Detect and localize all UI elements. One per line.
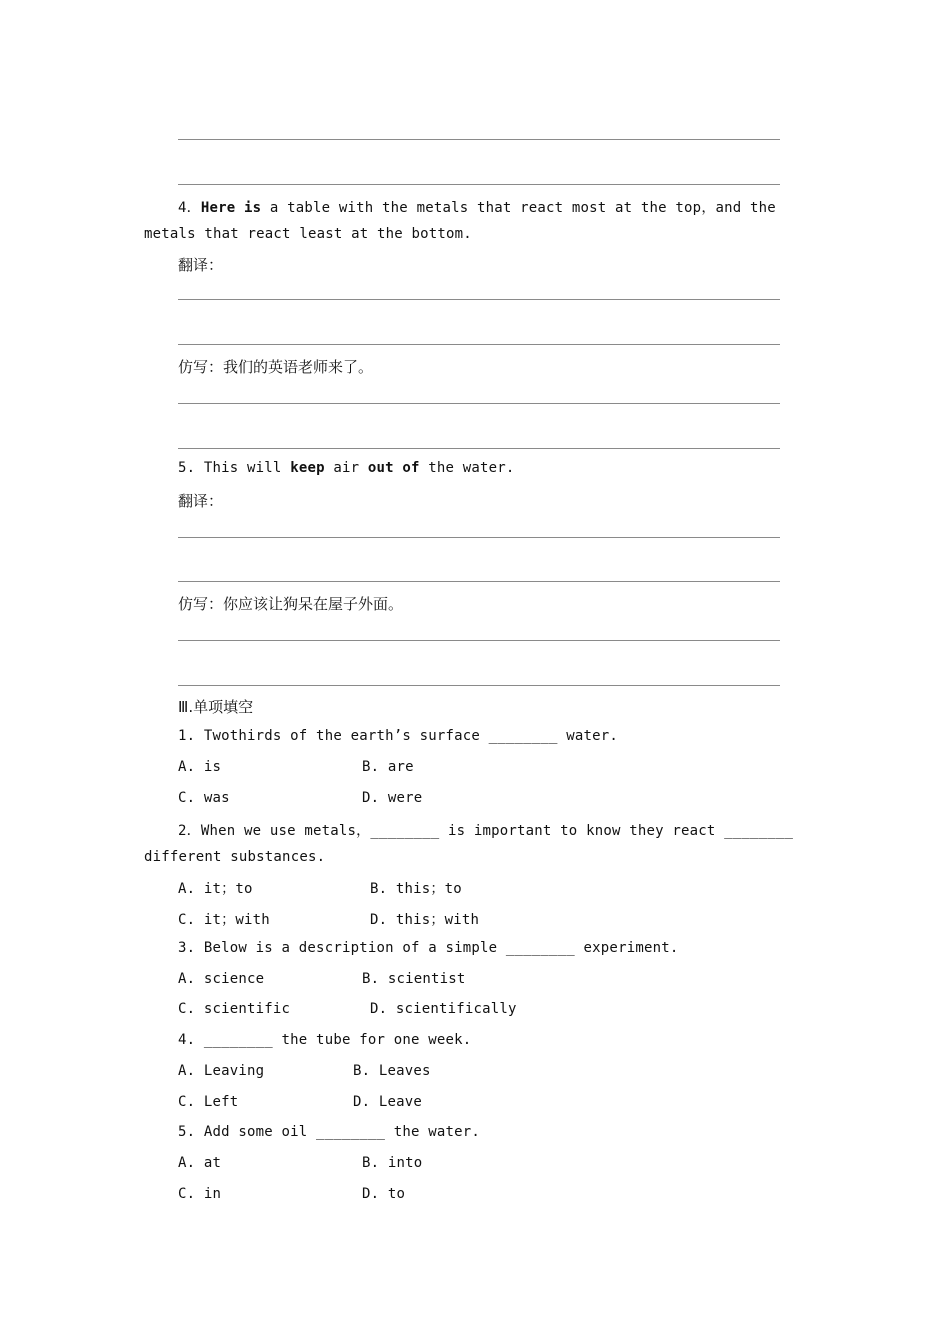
mc-question-2: 2．When we use metals，________ is important to know they react ________ xyxy=(178,823,794,839)
answer-line xyxy=(178,299,780,300)
answer-line xyxy=(178,448,780,449)
answer-line xyxy=(178,139,780,140)
mc-option: D. Leave xyxy=(353,1094,423,1110)
mc-question-5: 5. Add some oil ________ the water. xyxy=(178,1124,481,1140)
q4-sentence-line1: 4．Here is a table with the metals that react most at the top，and the xyxy=(178,200,776,216)
section-heading: Ⅲ.单项填空 xyxy=(178,698,254,716)
mc-option: C. in xyxy=(178,1186,222,1202)
q4-translate-label: 翻译： xyxy=(178,256,224,274)
answer-line xyxy=(178,537,780,538)
mc-option: C. scientific xyxy=(178,1001,291,1017)
mc-option: A. it；to xyxy=(178,881,253,897)
mc-question-4: 4. ________ the tube for one week. xyxy=(178,1032,472,1048)
answer-line xyxy=(178,344,780,345)
mc-option: B. into xyxy=(362,1155,423,1171)
mc-option: C. Left xyxy=(178,1094,239,1110)
mc-option: B. are xyxy=(362,759,414,775)
mc-option: D. were xyxy=(362,790,423,806)
mc-option: C. it；with xyxy=(178,912,270,928)
answer-line xyxy=(178,581,780,582)
q5-imitate-label: 仿写：你应该让狗呆在屋子外面。 xyxy=(178,595,404,613)
mc-option: D. this；with xyxy=(370,912,480,928)
q4-sentence-line2: metals that react least at the bottom. xyxy=(144,226,472,242)
answer-line xyxy=(178,403,780,404)
mc-option: B. Leaves xyxy=(353,1063,431,1079)
answer-line xyxy=(178,685,780,686)
answer-line xyxy=(178,640,780,641)
mc-option: A. at xyxy=(178,1155,222,1171)
q5-sentence: 5. This will keep air out of the water. xyxy=(178,460,515,476)
mc-option: C. was xyxy=(178,790,230,806)
mc-option: D. to xyxy=(362,1186,406,1202)
answer-line xyxy=(178,184,780,185)
q5-translate-label: 翻译： xyxy=(178,492,224,510)
mc-option: D. scientifically xyxy=(370,1001,517,1017)
mc-question-1: 1. Twothirds of the earth’s surface ________ water. xyxy=(178,728,619,744)
mc-option: B. scientist xyxy=(362,971,466,987)
mc-question-2-line2: different substances. xyxy=(144,849,326,865)
mc-option: A. is xyxy=(178,759,222,775)
mc-option: A. science xyxy=(178,971,265,987)
mc-option: B. this；to xyxy=(370,881,462,897)
mc-question-3: 3. Below is a description of a simple ________ experiment. xyxy=(178,940,679,956)
mc-option: A. Leaving xyxy=(178,1063,265,1079)
q4-imitate-label: 仿写：我们的英语老师来了。 xyxy=(178,358,374,376)
